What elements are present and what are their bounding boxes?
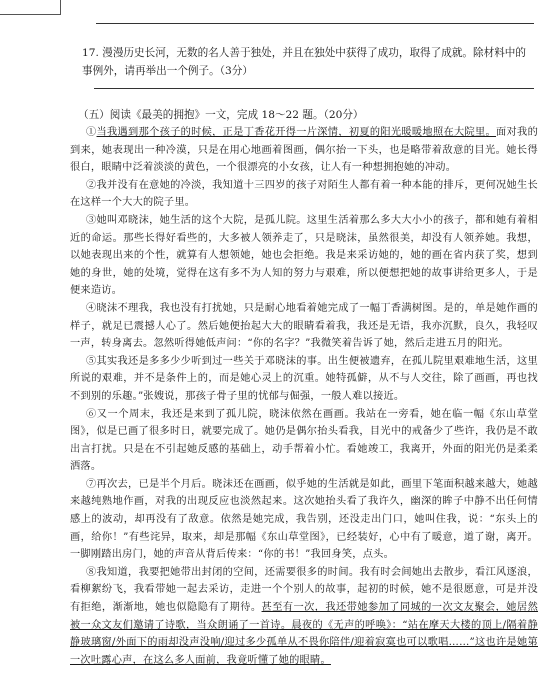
paragraph: ②我并没有在意她的冷淡，我知道十三四岁的孩子对陌生人都有着一种本能的排斥，更何况她生长在这样一个大大的院子里。 — [70, 179, 538, 209]
question-number: 17. — [82, 47, 99, 59]
paragraph: ④晓沫不理我，我也没有打扰她，只是耐心地看着她完成了一幅丁香满树图。是的，单是她作画的样子，就足已震撼人心了。然后她便抬起大大的眼睛看着我，我还是无语，我亦沉默，良久，我轻叹一声，转身离去。忽然听得她低声问：“你的名字？”我微笑着告诉了她，然后走进五月的阳光。 — [70, 302, 538, 350]
paragraph: ⑦再次去，已是半个月后。晓沫还在画画，似乎她的生活就是如此，画里下笔面积越来越大，她越来越纯熟地作画，对我的出现反应也淡然起来。这次她抬头看了我许久，幽深的眸子中静不出任何情感上的波动，却再没有了敌意。依然是她完成，我告别，还没走出门口，她叫住我，说：“东头上的画，给你！”有些诧异，取来，却是那幅《东山草堂图》，已经装好，心中有了暖意，道了谢，离开。一脚刚踏出房门，她的声音从背后传来：“你的书！”我回身笑，点头。 — [70, 478, 538, 561]
corner-mark — [0, 0, 61, 15]
paragraph: ⑧我知道，我要把她带出封闭的空间，还需要很多的时间。我有时会间她出去散步，看江风逐浪，看柳絮纷飞，我看带她一起去采访，走进一个个别人的故事，起初的时候，她不是很愿意，可是并没有拒绝，渐渐地，她也似隐隐有了期待。甚至有一次，我还带她参加了同城的一次文友聚会，她居然被一众文友们邀请了诗歌，当众朗诵了一首诗。晨夜的《无声的呼唤》：“站在摩天大楼的顶上/隔着静静玻璃窗/外面下的雨却没声没响/迎过多少孤单从不畏你陪伴/迎着寂寞也可以歌唱……”这也许是她第一次吐露心声，在这么多人面前，我竟听懂了她的眼睛。 — [70, 566, 539, 666]
paragraph: ①当我遇到那个孩子的时候，正是丁香花开得一片深情，初夏的阳光暖暖地照在大院里。面对我的到来，她表现出一种冷漠，只是在用心地画着图画，偶尔抬一下头，也是略带着敌意的目光。她长得很白，眼睛中泛着淡淡的黄色，一个很漂亮的小女孩，让人有一种想拥抱她的冲动。 — [70, 127, 539, 174]
paragraph: ⑤其实我还是多多少少听到过一些关于邓晓沫的事。出生便被遗弃，在孤儿院里艰难地生活，这里所说的艰难，并不是条件上的，而是她心灵上的沉重。她特孤僻，从不与人交往，除了画画，再也找不到别的乐趣。”张嫂说，那孩子骨子里的忧郁与倔强，一般人难以接近。 — [70, 355, 538, 402]
reading-section — [70, 107, 538, 669]
answer-line — [96, 23, 534, 24]
question-text: 漫漫历史长河，无数的名人善于独处，并且在独处中获得了成功，取得了成就。除材料中的事例外，请再举出一个例子。（3分） — [82, 47, 526, 77]
section-title: （五）阅读《最美的拥抱》一文，完成 18～22 题。（20分） — [78, 109, 364, 121]
paragraph: ⑥又一个周末，我还是来到了孤儿院，晓沫依然在画画。我站在一旁看，她在临一幅《东山草堂图》，似是已画了很多时日，就要完成了。她仍是偶尔抬头看我，目光中的戒备少了些许，我仍是不敢出言打扰。只是在不引起她反感的基础上，动手帮着小忙。看她竣工，我离开，外面的阳光仍是柔柔洒落。 — [70, 408, 539, 473]
question-17 — [82, 44, 530, 80]
answer-line — [94, 88, 534, 89]
paragraph: ③她叫邓晓沫，她生活的这个大院，是孤儿院。这里生活着那么多大大小小的孩子，都和她有着相近的命运。那些长得好看些的，大多被人领养走了，只是晓沫，虽然很美，却没有人领养她。我想，以她表现出来的个性，就算有人想领她，她也会拒绝。我是来采访她的，她的画在省内获了奖，想到她的身世，她的处境，觉得在这有多不为人知的努力与艰难，所以便想把她的故事讲给更多人，于是便来造访。 — [70, 214, 538, 297]
